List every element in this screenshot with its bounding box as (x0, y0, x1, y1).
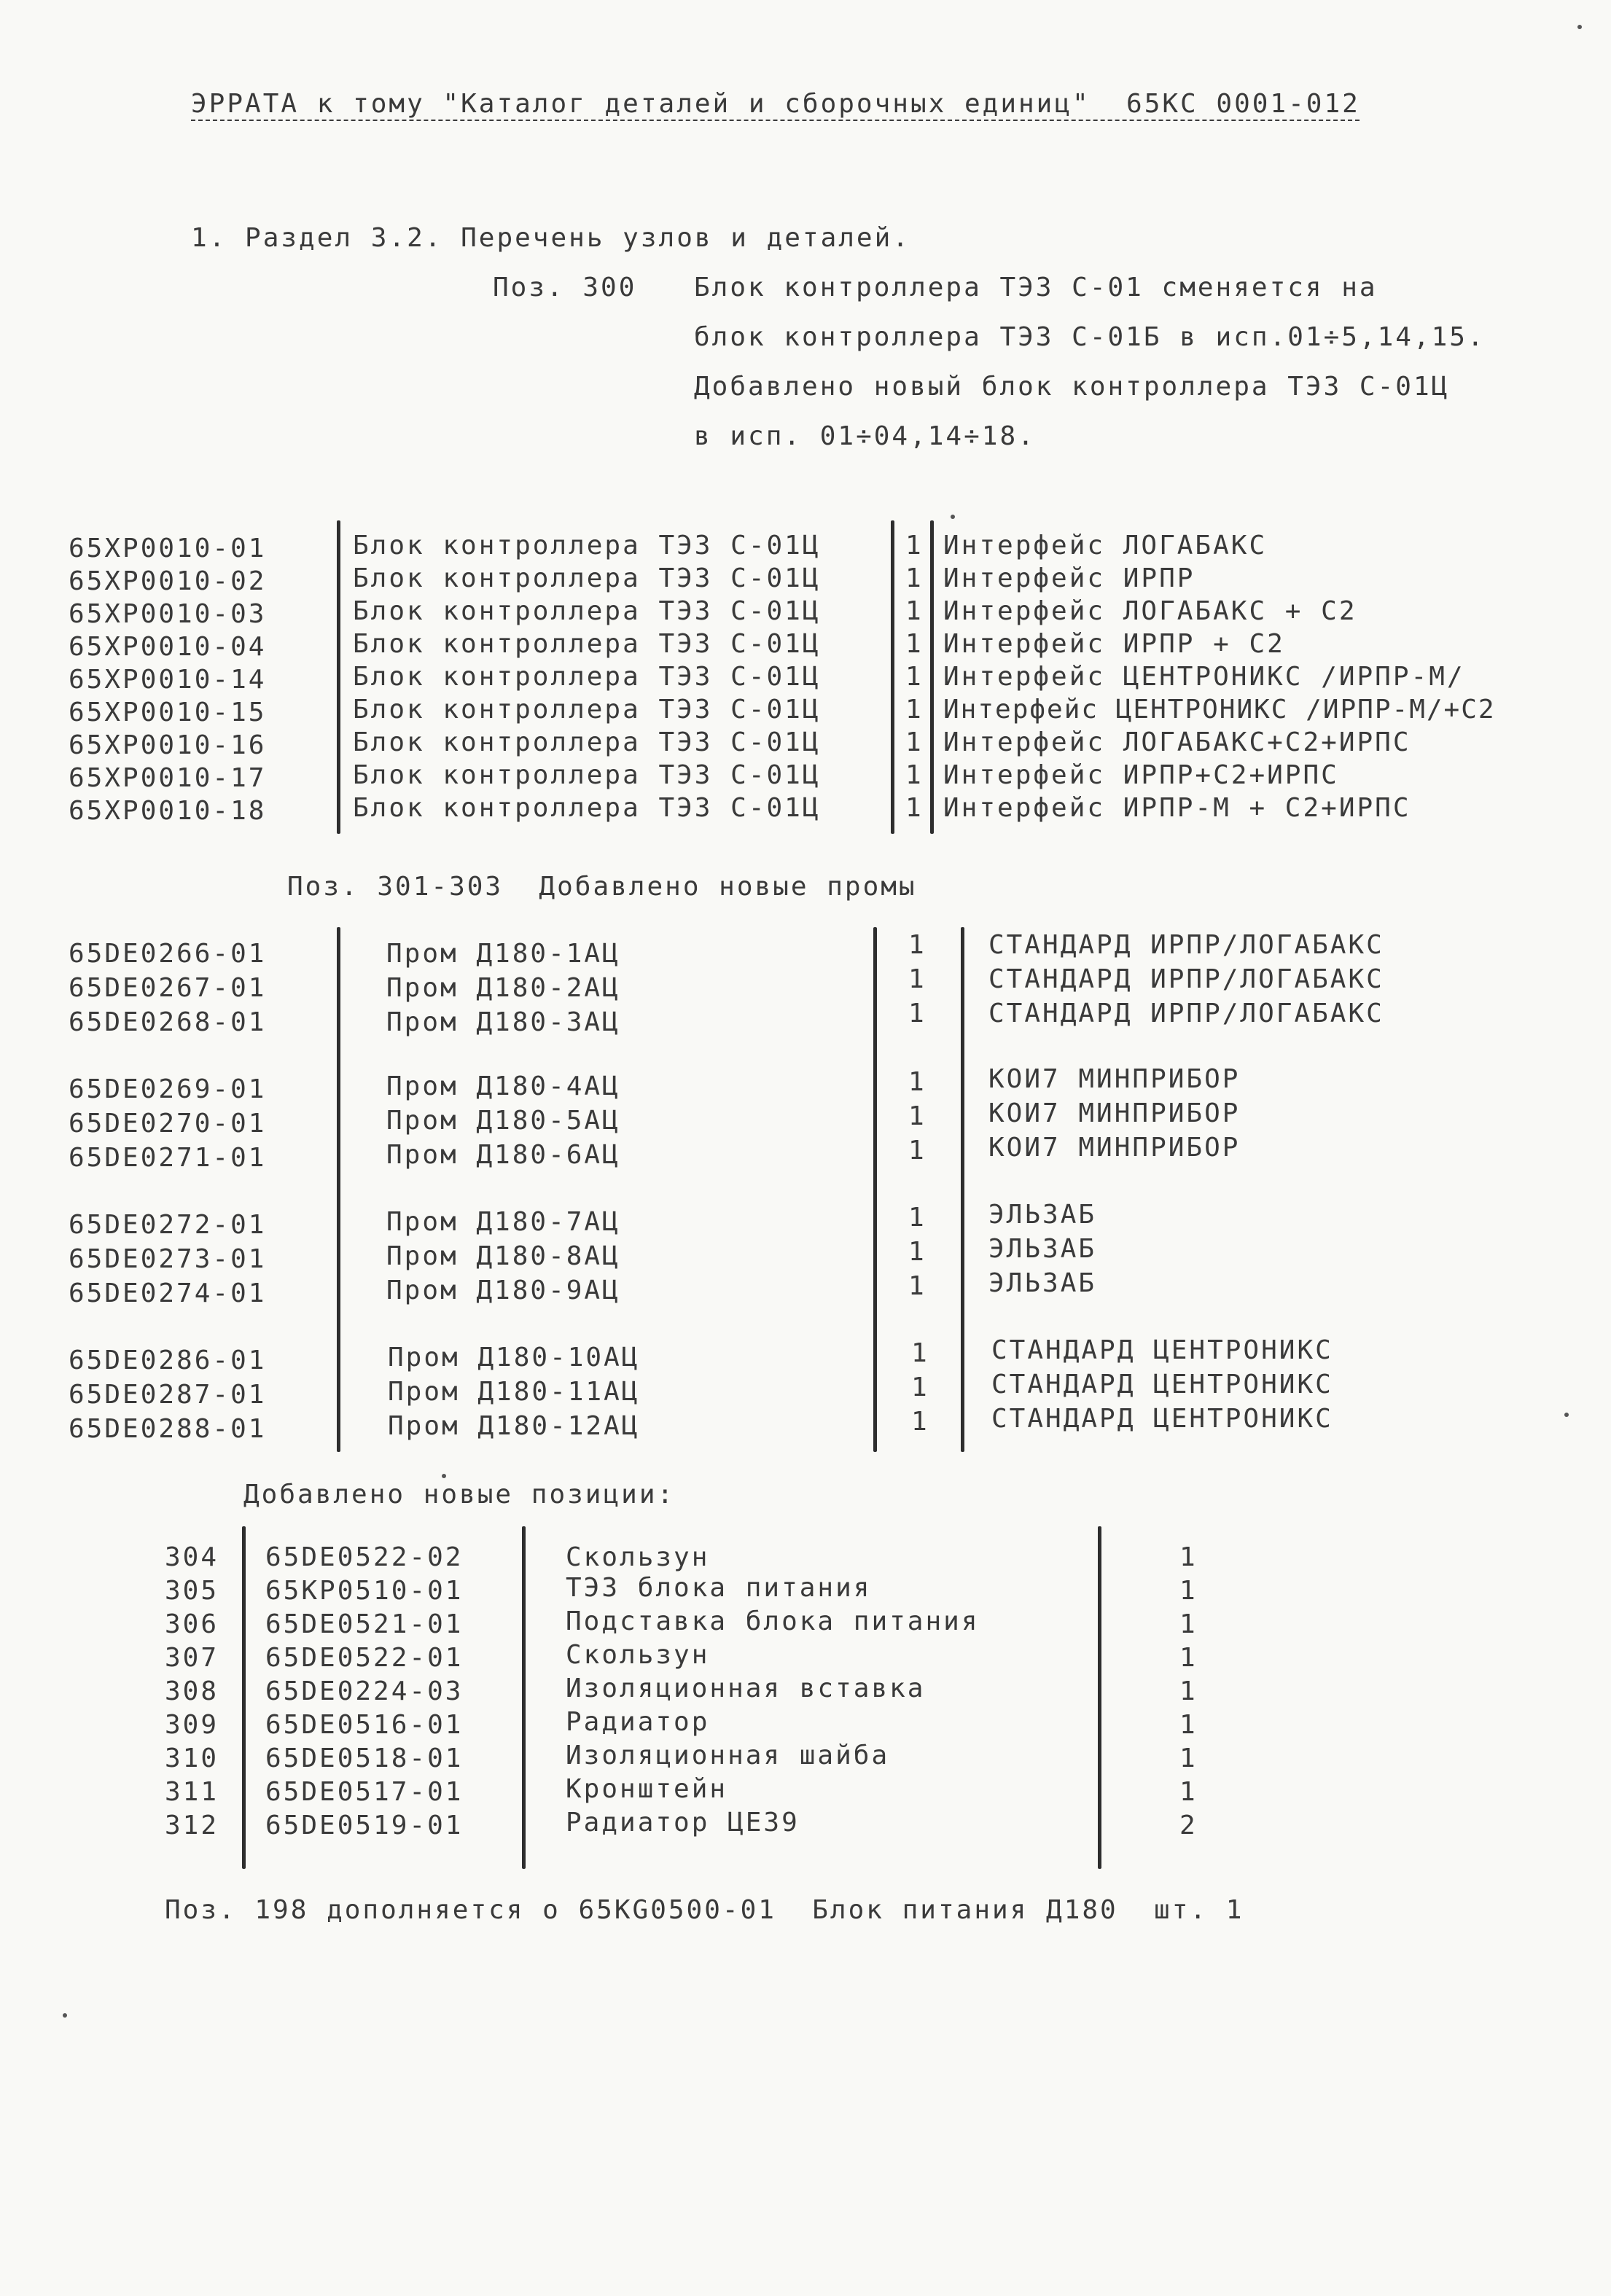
table-divider (891, 520, 894, 834)
section-line: в исп. 01÷04,14÷18. (694, 421, 1036, 451)
part-name: Блок контроллера ТЭЗ С-01Ц (353, 531, 821, 561)
part-name: Блок контроллера ТЭЗ С-01Ц (353, 662, 821, 692)
part-qty: 1 (908, 1136, 927, 1165)
part-name: Пром Д180-1АЦ (386, 939, 620, 969)
part-qty: 1 (1179, 1710, 1198, 1740)
section-line: Блок контроллера ТЭЗ С-01 сменяется на (694, 273, 1378, 302)
part-code: 65ХР0010-14 (69, 665, 267, 695)
part-name: Пром Д180-12АЦ (388, 1411, 640, 1441)
section-line: Добавлено новый блок контроллера ТЭЗ С-01Ц (694, 372, 1450, 402)
section-heading: 1. Раздел 3.2. Перечень узлов и деталей. (191, 223, 910, 253)
part-qty: 1 (905, 629, 924, 659)
part-qty: 1 (1179, 1744, 1198, 1773)
part-name: Радиатор (566, 1707, 710, 1737)
part-code: 65DЕ0522-01 (265, 1643, 464, 1673)
scan-speck (1577, 25, 1582, 29)
scan-speck (63, 2013, 67, 2018)
part-code: 65DЕ0519-01 (265, 1811, 464, 1840)
part-qty: 1 (1179, 1643, 1198, 1673)
part-name: ТЭЗ блока питания (566, 1573, 872, 1603)
part-qty: 2 (1179, 1811, 1198, 1840)
part-note: СТАНДАРД ЦЕНТРОНИКС (991, 1370, 1333, 1399)
part-code: 65DЕ0521-01 (265, 1609, 464, 1639)
part-name: Блок контроллера ТЭЗ С-01Ц (353, 793, 821, 823)
part-code: 65DЕ0516-01 (265, 1710, 464, 1740)
part-qty: 1 (905, 760, 924, 790)
part-name: Изоляционная вставка (566, 1674, 926, 1703)
position-label: Поз. 300 (493, 273, 637, 302)
table-divider (930, 520, 934, 834)
part-name: Пром Д180-3АЦ (386, 1007, 620, 1037)
part-code: 65DЕ0267-01 (69, 973, 267, 1003)
part-note: Интерфейс ЛОГАБАКС + С2 (943, 596, 1357, 626)
part-code: 65DЕ0274-01 (69, 1278, 267, 1308)
position-number: 305 (165, 1576, 219, 1606)
part-qty: 1 (905, 793, 924, 823)
scan-speck (442, 1474, 446, 1478)
page-title: ЭРРАТА к тому "Каталог деталей и сборочных единиц" 65КС 0001-012 (191, 89, 1360, 119)
part-qty: 1 (908, 1101, 927, 1131)
part-code: 65ХР0010-17 (69, 763, 267, 793)
part-name: Изоляционная шайба (566, 1741, 890, 1770)
part-qty: 1 (905, 662, 924, 692)
position-number: 308 (165, 1676, 219, 1706)
part-qty: 1 (1179, 1609, 1198, 1639)
part-name: Пром Д180-8АЦ (386, 1241, 620, 1271)
position-number: 307 (165, 1643, 219, 1673)
part-qty: 1 (908, 1271, 927, 1301)
part-qty: 1 (1179, 1542, 1198, 1572)
part-code: 65ХР0010-01 (69, 534, 267, 563)
position-number: 312 (165, 1811, 219, 1840)
part-name: Пром Д180-9АЦ (386, 1276, 620, 1305)
part-note: ЭЛЬЗАБ (988, 1268, 1097, 1298)
part-note: ЭЛЬЗАБ (988, 1234, 1097, 1264)
scan-speck (951, 515, 955, 519)
part-code: 65DЕ0273-01 (69, 1244, 267, 1274)
part-qty: 1 (911, 1407, 929, 1437)
part-note: Интерфейс ИРПР (943, 563, 1195, 593)
part-qty: 1 (911, 1338, 929, 1368)
part-qty: 1 (905, 596, 924, 626)
part-note: Интерфейс ЛОГАБАКС+С2+ИРПС (943, 727, 1411, 757)
part-code: 65DЕ0266-01 (69, 939, 267, 969)
position-number: 306 (165, 1609, 219, 1639)
part-note: СТАНДАРД ИРПР/ЛОГАБАКС (988, 964, 1384, 994)
part-code: 65DЕ0271-01 (69, 1143, 267, 1173)
position-number: 310 (165, 1744, 219, 1773)
part-code: 65DЕ0522-02 (265, 1542, 464, 1572)
part-code: 65ХР0010-16 (69, 730, 267, 760)
part-code: 65ХР0010-03 (69, 599, 267, 629)
part-qty: 1 (905, 531, 924, 561)
part-name: Радиатор ЦЕ39 (566, 1808, 800, 1838)
part-code: 65DЕ0269-01 (69, 1074, 267, 1104)
part-qty: 1 (908, 964, 927, 994)
part-qty: 1 (908, 930, 927, 960)
part-qty: 1 (905, 563, 924, 593)
part-name: Кронштейн (566, 1774, 728, 1804)
footer-note: Поз. 198 дополняется о 65КG0500-01 Блок питания Д180 шт. 1 (165, 1895, 1244, 1925)
table-divider (337, 927, 340, 1452)
part-qty: 1 (908, 1203, 927, 1233)
part-code: 65ХР0010-02 (69, 566, 267, 596)
part-note: Интерфейс ИРПР+С2+ИРПС (943, 760, 1339, 790)
part-name: Пром Д180-2АЦ (386, 973, 620, 1003)
part-note: ЭЛЬЗАБ (988, 1200, 1097, 1230)
part-qty: 1 (1179, 1777, 1198, 1807)
part-qty: 1 (905, 695, 924, 725)
table-divider (1098, 1526, 1101, 1869)
part-qty: 1 (908, 999, 927, 1028)
part-name: Блок контроллера ТЭЗ С-01Ц (353, 695, 821, 725)
part-note: Интерфейс ЛОГАБАКС (943, 531, 1268, 561)
part-name: Пром Д180-7АЦ (386, 1207, 620, 1237)
part-code: 65DЕ0518-01 (265, 1744, 464, 1773)
part-note: СТАНДАРД ЦЕНТРОНИКС (991, 1335, 1333, 1365)
positions-heading: Добавлено новые позиции: (243, 1480, 676, 1510)
part-code: 65DЕ0286-01 (69, 1346, 267, 1375)
part-note: КОИ7 МИНПРИБОР (988, 1064, 1241, 1094)
table-divider (961, 927, 964, 1452)
table-divider (873, 927, 877, 1452)
part-note: КОИ7 МИНПРИБОР (988, 1098, 1241, 1128)
part-name: Пром Д180-10АЦ (388, 1343, 640, 1372)
part-code: 65DЕ0224-03 (265, 1676, 464, 1706)
part-name: Блок контроллера ТЭЗ С-01Ц (353, 563, 821, 593)
part-code: 65DЕ0268-01 (69, 1007, 267, 1037)
part-name: Пром Д180-4АЦ (386, 1071, 620, 1101)
position-number: 304 (165, 1542, 219, 1572)
part-note: СТАНДАРД ИРПР/ЛОГАБАКС (988, 930, 1384, 960)
part-name: Блок контроллера ТЭЗ С-01Ц (353, 760, 821, 790)
part-name: Подставка блока питания (566, 1606, 980, 1636)
part-code: 65DЕ0517-01 (265, 1777, 464, 1807)
part-code: 65ХР0010-18 (69, 796, 267, 826)
part-note: Интерфейс ИРПР + С2 (943, 629, 1285, 659)
part-qty: 1 (1179, 1576, 1198, 1606)
table-divider (242, 1526, 246, 1869)
position-number: 311 (165, 1777, 219, 1807)
part-name: Скользун (566, 1640, 710, 1670)
part-code: 65DЕ0272-01 (69, 1210, 267, 1240)
part-name: Блок контроллера ТЭЗ С-01Ц (353, 727, 821, 757)
section-line: блок контроллера ТЭЗ С-01Б в исп.01÷5,14,15. (694, 322, 1486, 352)
part-note: СТАНДАРД ИРПР/ЛОГАБАКС (988, 999, 1384, 1028)
part-code: 65DЕ0287-01 (69, 1380, 267, 1410)
part-name: Блок контроллера ТЭЗ С-01Ц (353, 629, 821, 659)
table-divider (522, 1526, 526, 1869)
part-note: Интерфейс ИРПР-М + С2+ИРПС (943, 793, 1411, 823)
part-note: Интерфейс ЦЕНТРОНИКС /ИРПР-М/+С2 (943, 695, 1496, 725)
part-name: Пром Д180-6АЦ (386, 1140, 620, 1170)
part-qty: 1 (908, 1237, 927, 1267)
part-qty: 1 (908, 1067, 927, 1097)
table-divider (337, 520, 340, 834)
part-note: Интерфейс ЦЕНТРОНИКС /ИРПР-М/ (943, 662, 1465, 692)
part-code: 65ХР0010-04 (69, 632, 267, 662)
part-name: Скользун (566, 1542, 710, 1572)
part-name: Пром Д180-11АЦ (388, 1377, 640, 1407)
part-name: Блок контроллера ТЭЗ С-01Ц (353, 596, 821, 626)
part-qty: 1 (1179, 1676, 1198, 1706)
proms-heading: Поз. 301-303 Добавлено новые промы (287, 872, 917, 902)
part-note: СТАНДАРД ЦЕНТРОНИКС (991, 1404, 1333, 1434)
part-note: КОИ7 МИНПРИБОР (988, 1133, 1241, 1163)
part-qty: 1 (911, 1372, 929, 1402)
part-code: 65DЕ0288-01 (69, 1414, 267, 1444)
part-code: 65DЕ0270-01 (69, 1109, 267, 1139)
part-qty: 1 (905, 727, 924, 757)
part-name: Пром Д180-5АЦ (386, 1106, 620, 1136)
position-number: 309 (165, 1710, 219, 1740)
part-code: 65ХР0010-15 (69, 698, 267, 727)
scan-speck (1564, 1413, 1569, 1417)
part-code: 65КР0510-01 (265, 1576, 464, 1606)
